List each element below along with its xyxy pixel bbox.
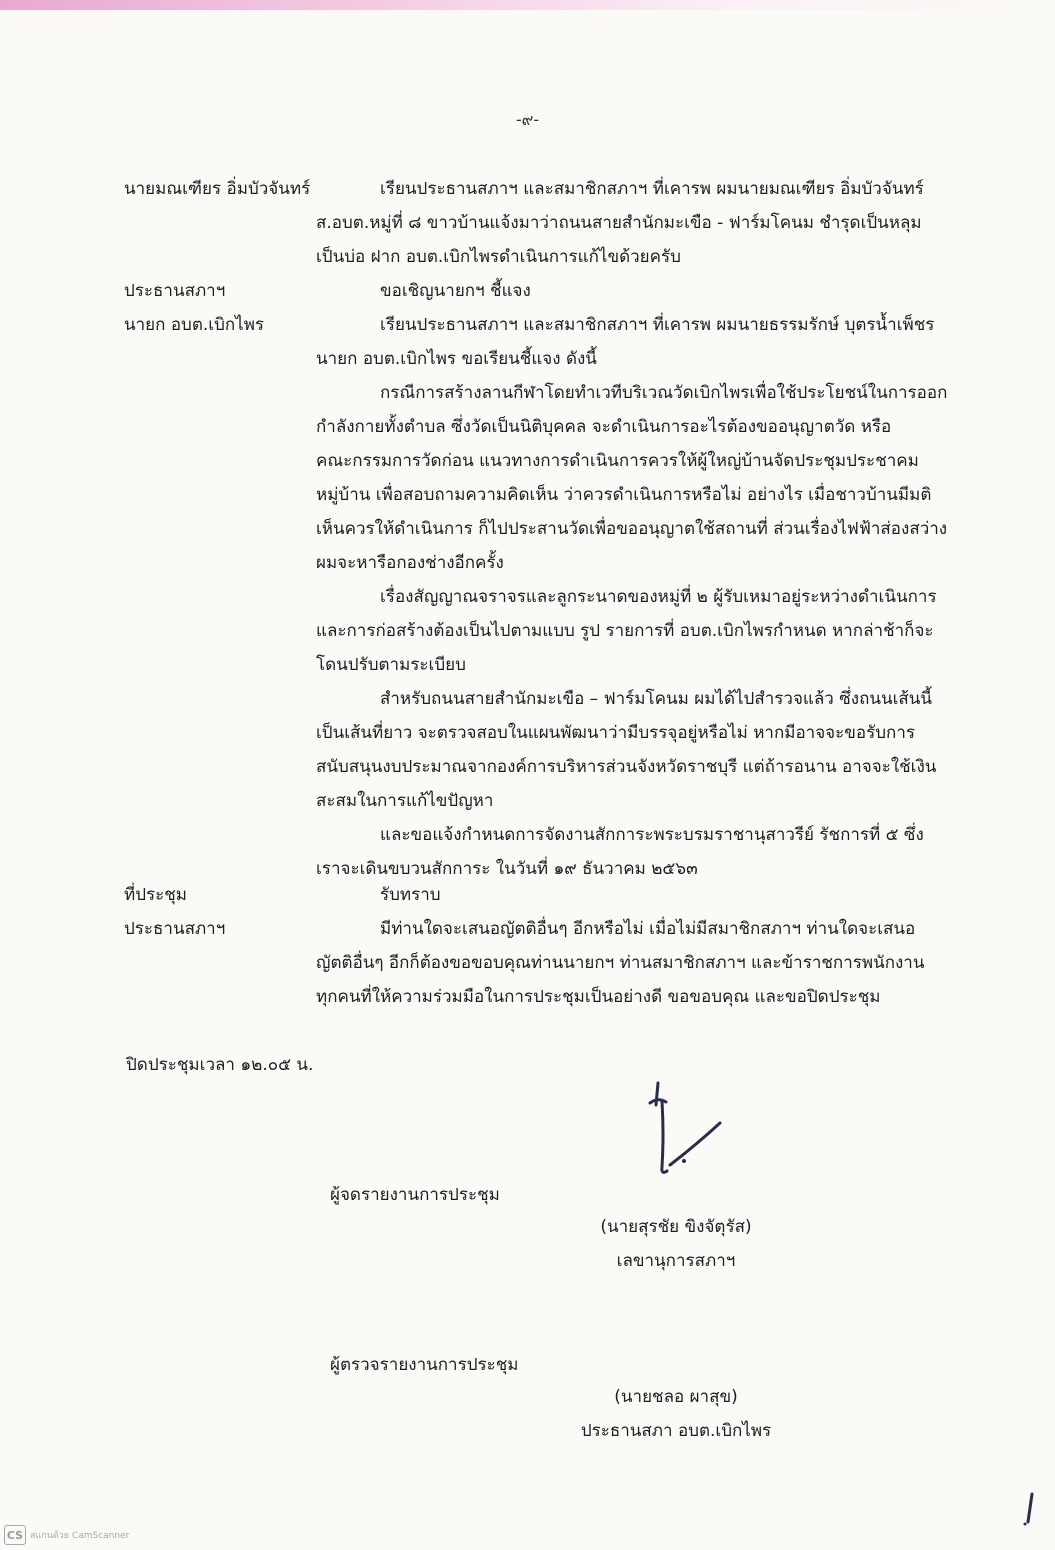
speaker-label: ประธานสภาฯ xyxy=(124,919,226,939)
camscanner-text: สแกนด้วย CamScanner xyxy=(30,1531,130,1541)
text-line: เรียนประธานสภาฯ และสมาชิกสภาฯ ที่เคารพ ผมนายมณเฑียร อิ่มบัวจันทร์ xyxy=(380,179,924,199)
text-line: สะสมในการแก้ไขปัญหา xyxy=(316,791,494,811)
speech-text xyxy=(316,172,974,274)
text-line: สนับสนุนงบประมาณจากองค์การบริหารส่วนจังหวัดราชบุรี แต่ถ้ารอนาน อาจจะใช้เงิน xyxy=(316,757,937,777)
scan-edge-stain xyxy=(0,0,1055,10)
text-line: ส.อบต.หมู่ที่ ๘ ขาวบ้านแจ้งมาว่าถนนสายสำนักมะเขือ - ฟาร์มโคนม ชำรุดเป็นหลุม xyxy=(316,213,922,233)
page-number: -๙- xyxy=(515,110,540,129)
text-line: เป็นเส้นที่ยาว จะตรวจสอบในแผนพัฒนาว่ามีบรรจุอยู่หรือไม่ หากมีอาจจะขอรับการ xyxy=(316,723,916,743)
reviewer-name: (นายชลอ ผาสุข) xyxy=(614,1387,738,1407)
text-line: เป็นบ่อ ฝาก อบต.เบิกไพรดำเนินการแก้ไขด้วยครับ xyxy=(316,247,681,267)
reviewer-label: ผู้ตรวจรายงานการประชุม xyxy=(330,1355,519,1375)
text-line: มีท่านใดจะเสนอญัตติอื่นๆ อีกหรือไม่ เมื่อไม่มีสมาชิกสภาฯ ท่านใดจะเสนอ xyxy=(380,919,916,939)
text-line: รับทราบ xyxy=(380,885,441,905)
text-line: คณะกรรมการวัดก่อน แนวทางการดำเนินการควรให้ผู้ใหญ่บ้านจัดประชุมประชาคม xyxy=(316,451,919,471)
reviewer-position: ประธานสภา อบต.เบิกไพร xyxy=(580,1421,772,1441)
text-line: และขอแจ้งกำหนดการจัดงานสักการะพระบรมราชานุสาวรีย์ รัชการที่ ๕ ซึ่ง xyxy=(380,825,924,845)
text-line: หมู่บ้าน เพื่อสอบถามความคิดเห็น ว่าควรดำเนินการหรือไม่ อย่างไร เมื่อชาวบ้านมีมติ xyxy=(316,485,932,505)
text-line: สำหรับถนนสายสำนักมะเขือ – ฟาร์มโคนม ผมได้ไปสำรวจแล้ว ซึ่งถนนเส้นนี้ xyxy=(380,689,933,709)
speech-text xyxy=(316,274,974,308)
pen-mark xyxy=(1020,1490,1040,1530)
camscanner-logo-icon: CS xyxy=(4,1525,26,1545)
text-line: กรณีการสร้างลานกีฬาโดยทำเวทีบริเวณวัดเบิกไพรเพื่อใช้ประโยชน์ในการออก xyxy=(380,383,948,403)
text-line: ญัตติอื่นๆ อีกก็ต้องขอขอบคุณท่านนายกฯ ท่านสมาชิกสภาฯ และข้าราชการพนักงาน xyxy=(316,953,925,973)
text-line: เรื่องสัญญาณจราจรและลูกระนาดของหมู่ที่ ๒ ผู้รับเหมาอยู่ระหว่างดำเนินการ xyxy=(380,587,937,607)
text-line: โดนปรับตามระเบียบ xyxy=(316,655,466,675)
camscanner-watermark xyxy=(4,1524,129,1546)
speaker-label: นายก อบต.เบิกไพร xyxy=(124,315,265,335)
reporter-name: (นายสุรชัย ขิงจัตุรัส) xyxy=(600,1217,752,1237)
text-line: เห็นควรให้ดำเนินการ ก็ไปประสานวัดเพื่อขออนุญาตใช้สถานที่ ส่วนเรื่องไฟฟ้าส่องสว่าง xyxy=(316,519,948,539)
handwritten-signature xyxy=(636,1075,736,1185)
text-line: ทุกคนที่ให้ความร่วมมือในการประชุมเป็นอย่างดี ขอขอบคุณ และขอปิดประชุม xyxy=(316,987,881,1007)
speaker-label: ที่ประชุม xyxy=(124,885,188,905)
text-line: ขอเชิญนายกฯ ชี้แจง xyxy=(380,281,531,301)
text-line: เราจะเดินขบวนสักการะ ในวันที่ ๑๙ ธันวาคม ๒๕๖๓ xyxy=(316,859,698,879)
closing-time: ปิดประชุมเวลา ๑๒.๐๕ น. xyxy=(126,1055,314,1075)
text-line: เรียนประธานสภาฯ และสมาชิกสภาฯ ที่เคารพ ผมนายธรรมรักษ์ บุตรน้ำเพ็ชร xyxy=(380,315,935,335)
speech-text xyxy=(316,878,974,912)
text-line: กำลังกายทั้งตำบล ซึ่งวัดเป็นนิติบุคคล จะดำเนินการอะไรต้องขออนุญาตวัด หรือ xyxy=(316,417,892,437)
text-line: นายก อบต.เบิกไพร ขอเรียนชี้แจง ดังนี้ xyxy=(316,349,597,369)
reporter-position: เลขานุการสภาฯ xyxy=(616,1251,736,1271)
speaker-label: นายมณเฑียร อิ่มบัวจันทร์ xyxy=(124,179,311,199)
speech-text xyxy=(316,912,974,1014)
reporter-label: ผู้จดรายงานการประชุม xyxy=(330,1185,500,1205)
speech-text xyxy=(316,308,974,886)
text-line: และการก่อสร้างต้องเป็นไปตามแบบ รูป รายการที่ อบต.เบิกไพรกำหนด หากล่าช้าก็จะ xyxy=(316,621,934,641)
text-line: ผมจะหารือกองช่างอีกครั้ง xyxy=(316,553,504,573)
speaker-label: ประธานสภาฯ xyxy=(124,281,226,301)
